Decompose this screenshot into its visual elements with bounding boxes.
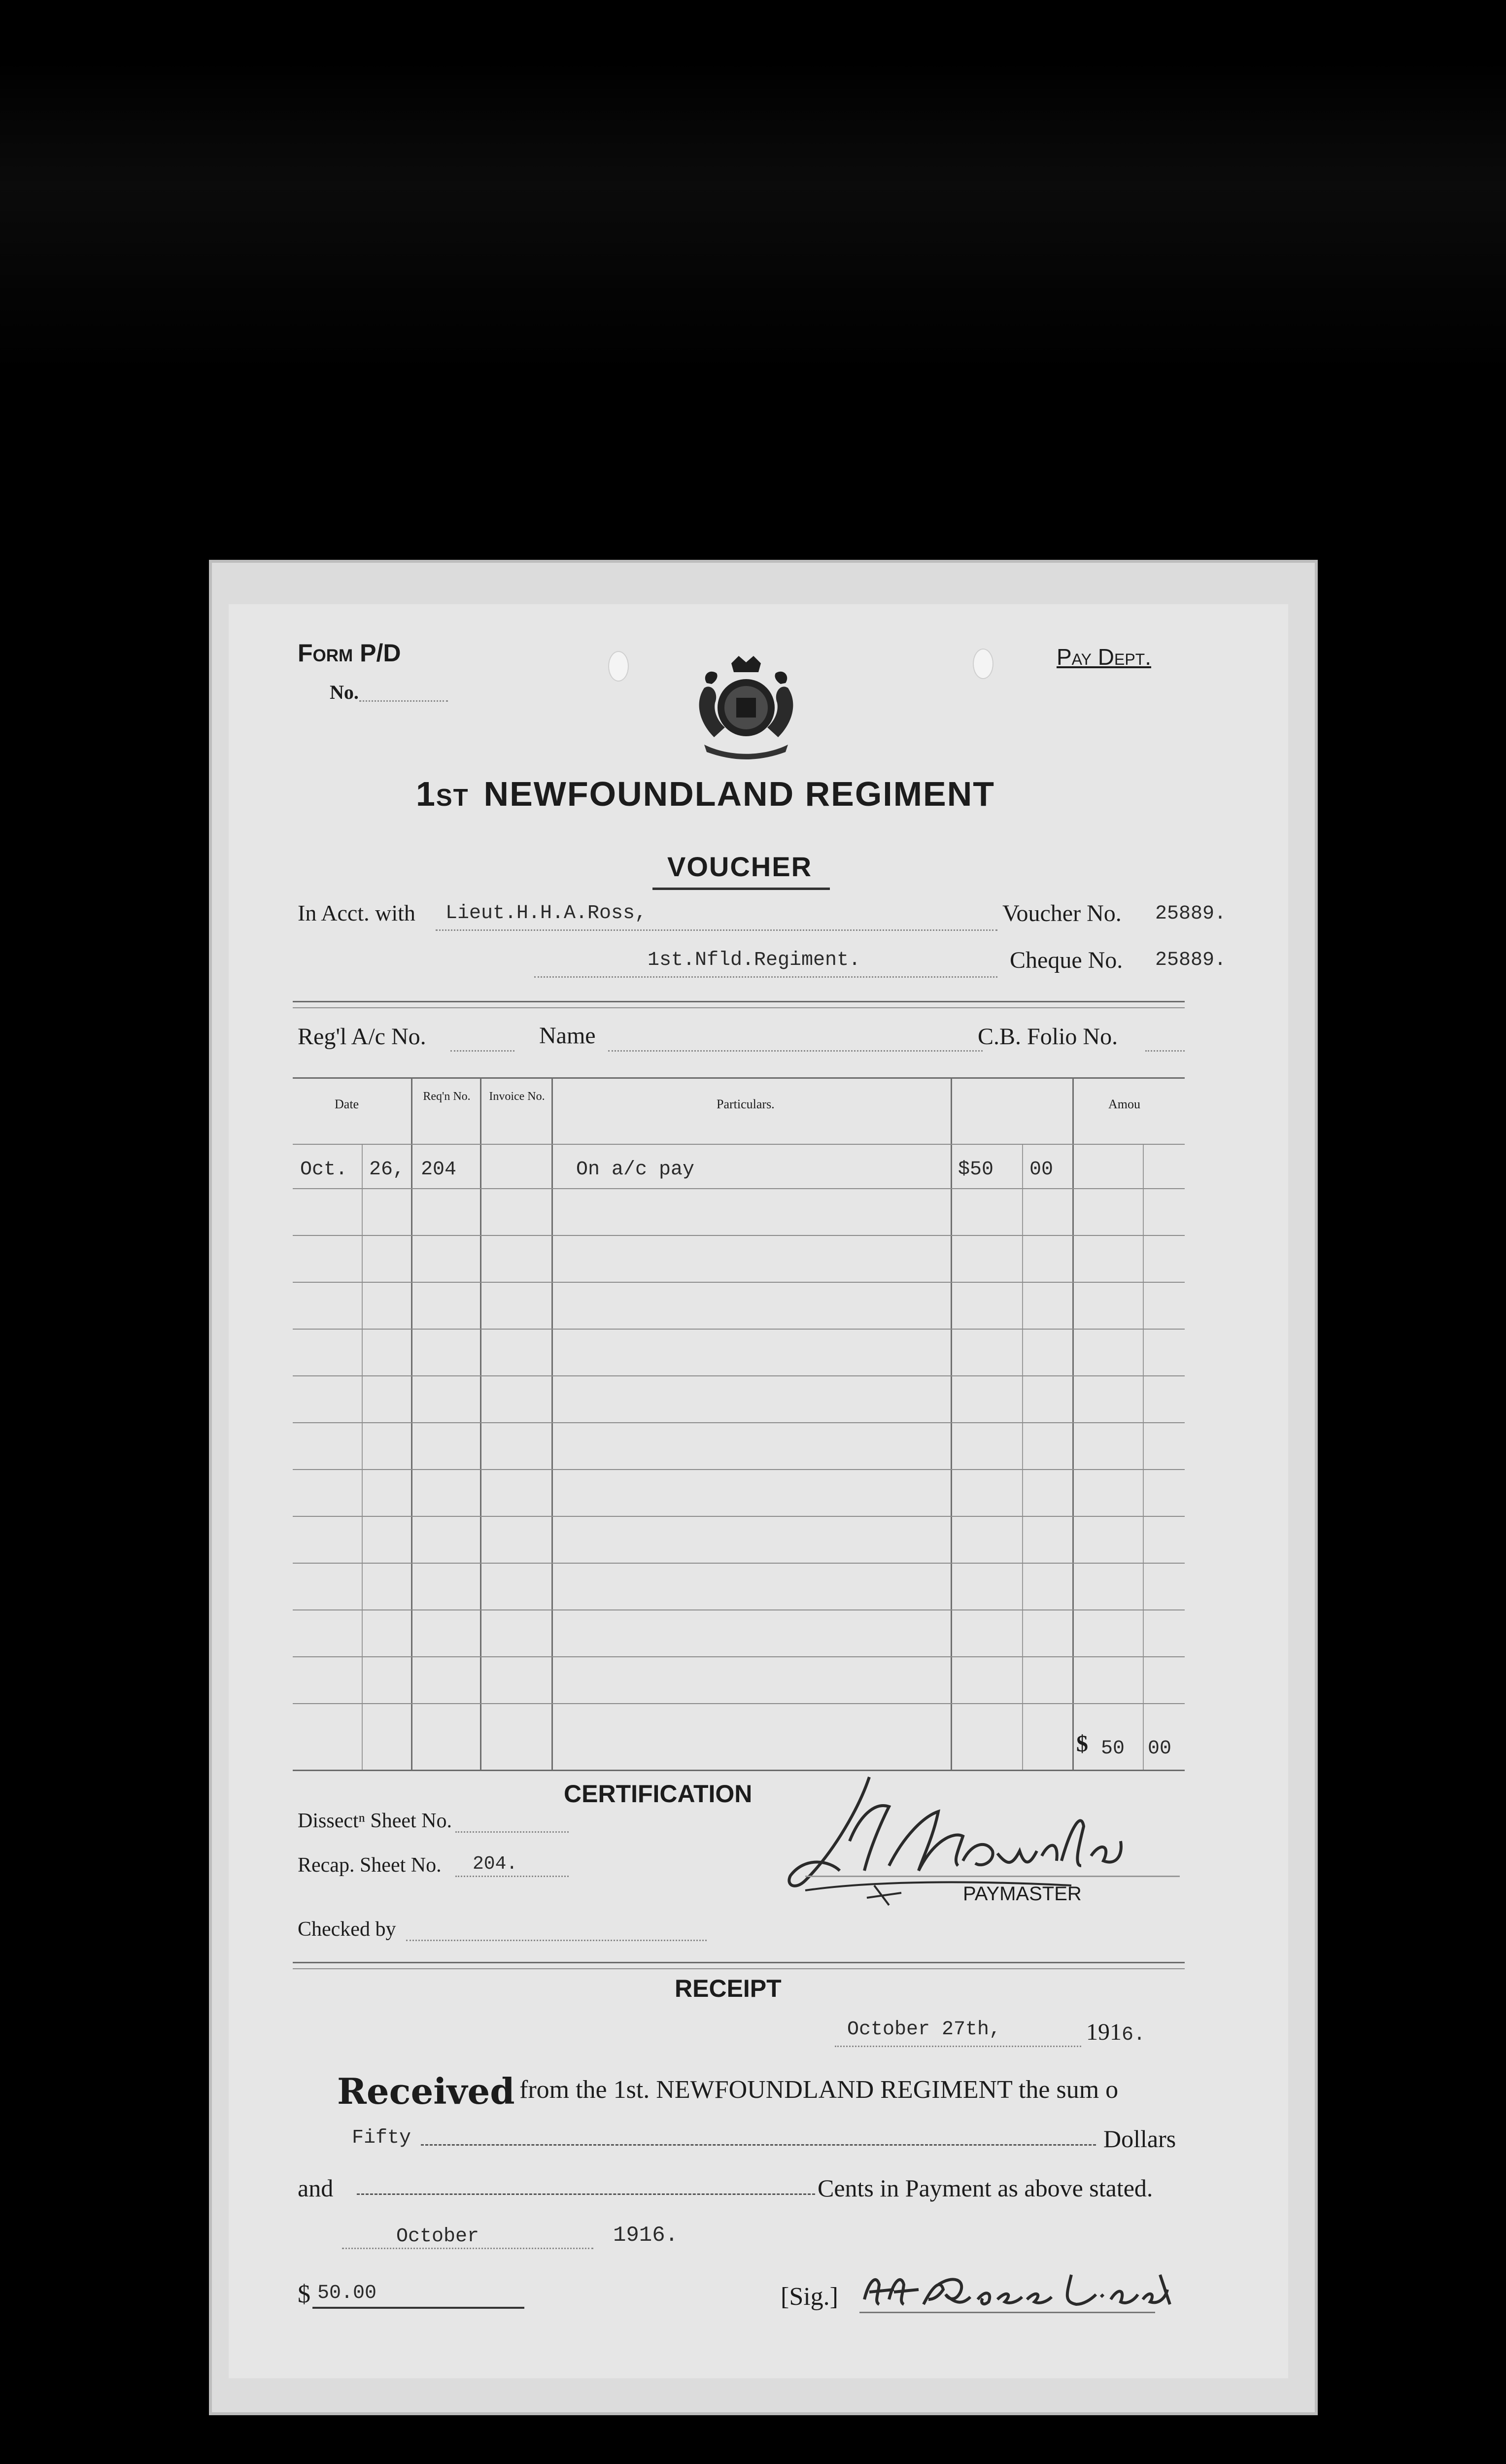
- voucher-sheet: [209, 560, 1318, 2415]
- receipt-period-typed: October: [396, 2225, 479, 2248]
- receipt-date-typed: October 27th,: [847, 2019, 1001, 2041]
- payee-line-1: Lieut.H.H.A.Ross,: [445, 902, 647, 924]
- total-cents: 00: [1148, 1738, 1172, 1760]
- table-row-line: [293, 1188, 1185, 1189]
- voucher-heading: VOUCHER: [667, 851, 813, 882]
- received-word: Received: [337, 2070, 515, 2112]
- cheque-no-value: 25889.: [1155, 949, 1227, 971]
- receipt-period-year: 1916.: [613, 2223, 679, 2248]
- th-invoice-no: Invoice No.: [489, 1090, 545, 1103]
- regiment-title-ordinal: 1st: [416, 775, 469, 813]
- name-label: Name: [539, 1023, 596, 1049]
- pay-dept-label: Pay Dept.: [1057, 644, 1152, 670]
- paymaster-line: [805, 1876, 1180, 1877]
- cheque-no-label: Cheque No.: [1010, 947, 1123, 973]
- table-row-line: [293, 1563, 1185, 1564]
- receipt-year: [1086, 2019, 1145, 2046]
- payee-signature: [859, 2255, 1175, 2319]
- receipt-period-line: [342, 2248, 593, 2249]
- regl-ac-line: [450, 1050, 514, 1052]
- form-no-line: [359, 700, 448, 702]
- row-sub-dollars: $50: [958, 1159, 994, 1181]
- recap-sheet-label: Recap. Sheet No.: [298, 1854, 442, 1877]
- form-no-label: No.: [330, 681, 359, 703]
- receipt-amount-words: Fifty: [352, 2127, 411, 2149]
- total-dollar-sign: $: [1076, 1731, 1088, 1757]
- col-line-invoice: [551, 1077, 553, 1770]
- col-line-amount-mid: [1143, 1144, 1144, 1770]
- receipt-amount-figure: 50.00: [317, 2282, 377, 2304]
- table-row-line: [293, 1609, 1185, 1610]
- receipt-date-line: [835, 2046, 1081, 2047]
- table-top-rule: [293, 1077, 1185, 1079]
- total-dollars: 50: [1101, 1738, 1125, 1760]
- name-line: [608, 1050, 983, 1052]
- table-row-line: [293, 1516, 1185, 1517]
- table-row-line: [293, 1329, 1185, 1330]
- col-line-date-mid: [362, 1144, 363, 1770]
- recap-sheet-line: [455, 1876, 569, 1877]
- payee-line-2: 1st.Nfld.Regiment.: [648, 949, 861, 971]
- receipt-amount-line: [312, 2307, 524, 2309]
- th-date: Date: [335, 1097, 359, 1111]
- certification-rule-2: [293, 1968, 1185, 1969]
- punch-hole-right: [973, 649, 993, 679]
- th-amount: Amou: [1108, 1097, 1140, 1111]
- receipt-dollar-sign: $: [298, 2280, 310, 2308]
- voucher-heading-underline: [652, 888, 830, 890]
- row-reqn-no: 204: [421, 1159, 457, 1181]
- in-acct-label: In Acct. with: [298, 900, 415, 925]
- scan-background-haze: [0, 59, 1506, 375]
- row-sub-cents: 00: [1029, 1159, 1054, 1181]
- col-line-particulars: [951, 1077, 952, 1770]
- cb-folio-label: C.B. Folio No.: [978, 1024, 1118, 1050]
- th-particulars: Particulars.: [717, 1097, 775, 1111]
- cb-folio-line: [1145, 1050, 1185, 1052]
- row-date-day: 26,: [369, 1159, 405, 1181]
- voucher-inner-paper: [229, 604, 1288, 2378]
- form-code: Form P/D: [298, 639, 401, 667]
- receipt-heading: RECEIPT: [675, 1975, 782, 2002]
- checked-by-label: Checked by: [298, 1918, 396, 1941]
- regiment-title-name: NEWFOUNDLAND REGIMENT: [483, 775, 995, 813]
- payee-line-2-rule: [534, 976, 997, 978]
- table-row-line: [293, 1235, 1185, 1236]
- punch-hole-left: [608, 651, 629, 682]
- royal-crest-icon: [685, 653, 808, 762]
- table-row-line: [293, 1469, 1185, 1470]
- col-line-amount: [1072, 1077, 1074, 1770]
- regiment-title: [416, 774, 995, 814]
- header-rule-top: [293, 1001, 1185, 1002]
- table-row-line: [293, 1144, 1185, 1145]
- sig-line: [859, 2312, 1155, 2313]
- table-row-line: [293, 1703, 1185, 1704]
- row-particulars: On a/c pay: [576, 1159, 695, 1181]
- table-row-line: [293, 1656, 1185, 1657]
- paymaster-label: PAYMASTER: [963, 1883, 1082, 1905]
- dollars-label: Dollars: [1103, 2125, 1176, 2153]
- regl-ac-label: Reg'l A/c No.: [298, 1024, 426, 1050]
- recap-sheet-no: 204.: [473, 1853, 518, 1875]
- cents-line: [357, 2193, 815, 2195]
- dissect-sheet-label: Dissectⁿ Sheet No.: [298, 1810, 452, 1832]
- and-label: and: [298, 2174, 334, 2202]
- col-line-reqn: [480, 1077, 481, 1770]
- table-row-line: [293, 1422, 1185, 1423]
- certification-heading: CERTIFICATION: [564, 1780, 753, 1808]
- payee-line-1-rule: [436, 929, 997, 931]
- table-row-line: [293, 1375, 1185, 1376]
- receipt-from-text: from the 1st. NEWFOUNDLAND REGIMENT the sum o: [519, 2076, 1119, 2104]
- table-row-line: [293, 1282, 1185, 1283]
- th-reqn-no: Req'n No.: [423, 1090, 471, 1103]
- voucher-no-value: 25889.: [1155, 903, 1227, 925]
- col-line-date: [411, 1077, 412, 1770]
- voucher-no-label: Voucher No.: [1002, 900, 1122, 926]
- header-rule-bottom: [293, 1007, 1185, 1008]
- cents-label: Cents in Payment as above stated.: [818, 2174, 1153, 2202]
- dissect-sheet-line: [455, 1831, 569, 1833]
- col-line-sub-mid: [1022, 1144, 1023, 1770]
- row-date-month: Oct.: [300, 1159, 348, 1181]
- checked-by-line: [406, 1940, 707, 1941]
- receipt-amount-words-line: [421, 2144, 1096, 2146]
- receipt-year-prefix: 191: [1086, 2019, 1122, 2045]
- receipt-year-suffix: 6.: [1122, 2024, 1146, 2046]
- certification-rule: [293, 1962, 1185, 1963]
- sig-label: [Sig.]: [781, 2283, 838, 2311]
